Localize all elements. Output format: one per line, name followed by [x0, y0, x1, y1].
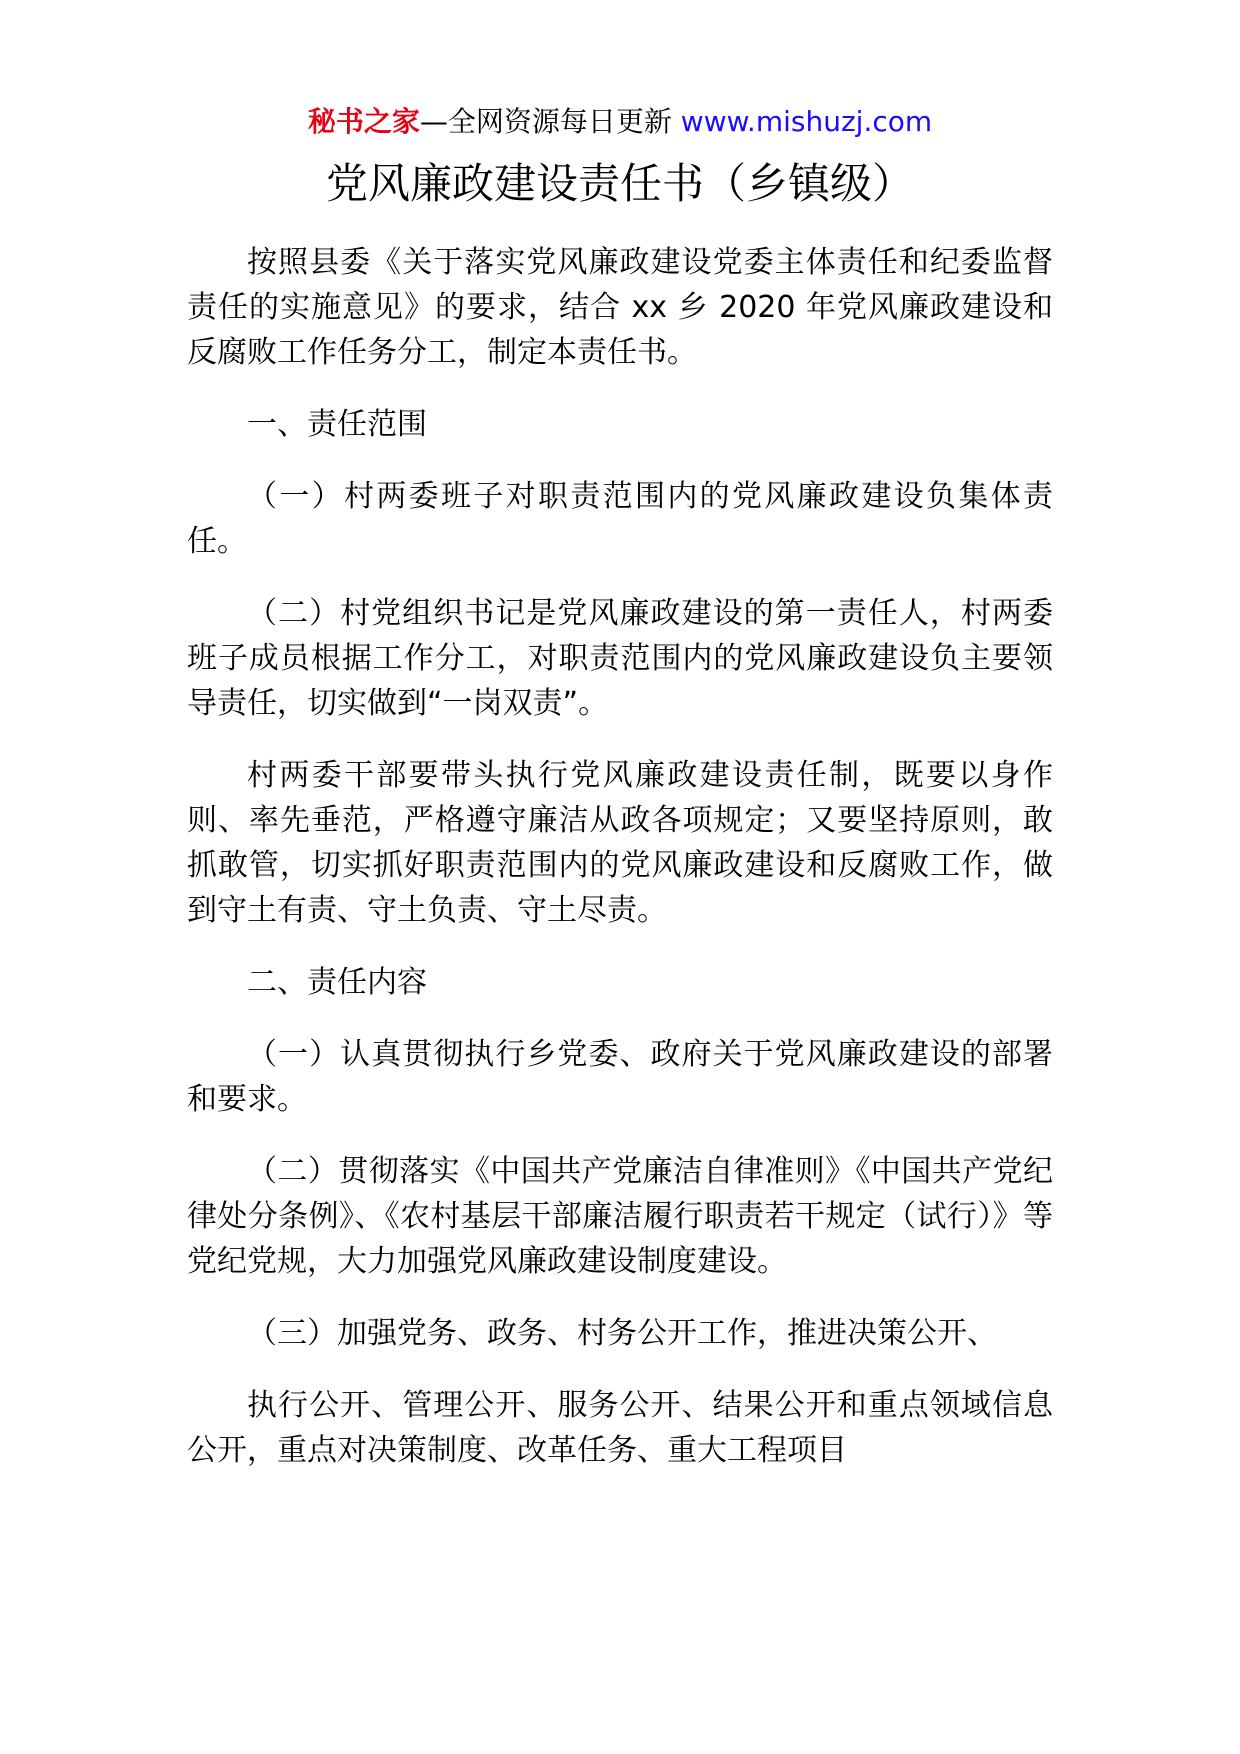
paragraph: （一）认真贯彻执行乡党委、政府关于党风廉政建设的部署和要求。: [187, 1037, 1053, 1117]
site-header: [0, 100, 1240, 144]
paragraph: 村两委干部要带头执行党风廉政建设责任制，既要以身作则、率先垂范，严格遵守廉洁从政各项规定；又要坚持原则，敢抓敢管，切实抓好职责范围内的党风廉政建设和反腐败工作，做到守土有责、守土负责、守土尽责。: [187, 758, 1053, 928]
section-heading-content: 二、责任内容: [247, 965, 427, 1000]
site-tagline: —全网资源每日更新: [419, 105, 672, 138]
site-brand: 秘书之家: [307, 105, 420, 138]
document-title: 党风廉政建设责任书（乡镇级）: [325, 159, 914, 208]
paragraph: （一）村两委班子对职责范围内的党风廉政建设负集体责任。: [187, 479, 1053, 559]
paragraph: 执行公开、管理公开、服务公开、结果公开和重点领域信息公开，重点对决策制度、改革任务、重大工程项目: [187, 1388, 1053, 1468]
paragraph-intro: 按照县委《关于落实党风廉政建设党委主体责任和纪委监督责任的实施意见》的要求，结合 xx 乡 2020 年党风廉政建设和反腐败工作任务分工，制定本责任书。: [187, 245, 1053, 370]
section-heading-scope: 一、责任范围: [247, 407, 427, 442]
document-body: [187, 240, 1053, 1500]
paragraph: （二）村党组织书记是党风廉政建设的第一责任人，村两委班子成员根据工作分工，对职责范围内的党风廉政建设负主要领导责任，切实做到“一岗双责”。: [187, 596, 1053, 721]
paragraph: （二）贯彻落实《中国共产党廉洁自律准则》《中国共产党纪律处分条例》、《农村基层干部廉洁履行职责若干规定（试行）》等党纪党规，大力加强党风廉政建设制度建设。: [187, 1154, 1053, 1279]
paragraph: （三）加强党务、政务、村务公开工作，推进决策公开、: [247, 1316, 997, 1351]
site-url-link[interactable]: www.mishuzj.com: [680, 105, 933, 138]
